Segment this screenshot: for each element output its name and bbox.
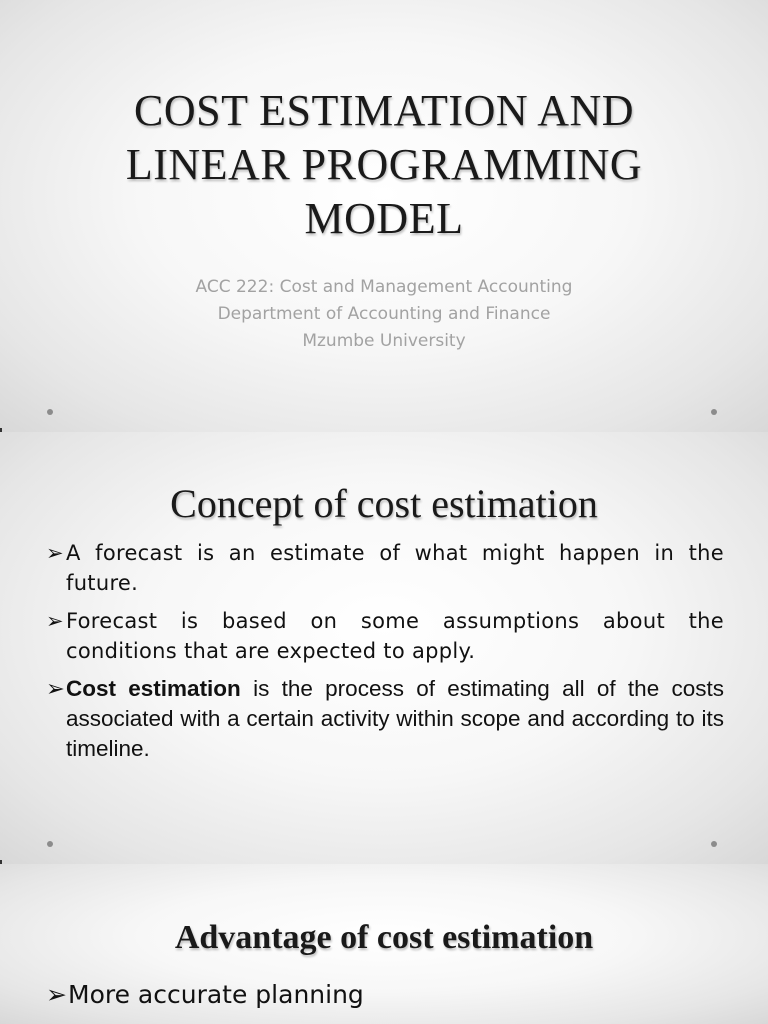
slide-corner-dot bbox=[711, 841, 717, 847]
title-line: COST ESTIMATION AND bbox=[133, 86, 635, 135]
bullet-text: is the process of estimating all of the costs associated with a certain activity within scope and according to its timeline. bbox=[66, 676, 725, 761]
title-line: LINEAR PROGRAMMING bbox=[125, 140, 643, 189]
list-item bbox=[46, 606, 724, 666]
title-slide bbox=[0, 0, 768, 432]
arrow-bullet-icon: ➢ bbox=[46, 676, 65, 702]
slide-heading: Advantage of cost estimation bbox=[174, 919, 594, 956]
bold-term: Cost estimation bbox=[66, 676, 241, 701]
concept-slide bbox=[0, 432, 768, 864]
bullet-text: More accurate planning bbox=[68, 980, 364, 1009]
slide-corner-dot bbox=[47, 409, 53, 415]
slide-subtitle bbox=[40, 274, 728, 355]
title-line: MODEL bbox=[304, 194, 464, 243]
department-name: Department of Accounting and Finance bbox=[217, 304, 551, 324]
slide-corner-dot bbox=[47, 841, 53, 847]
slide-title bbox=[40, 84, 728, 246]
course-name: ACC 222: Cost and Management Accounting bbox=[195, 277, 573, 297]
bullet-list bbox=[46, 538, 724, 764]
university-name: Mzumbe University bbox=[302, 331, 466, 351]
arrow-bullet-icon: ➢ bbox=[46, 609, 64, 633]
list-item bbox=[46, 978, 736, 1012]
list-item bbox=[46, 538, 724, 598]
list-item bbox=[46, 674, 724, 764]
slide-corner-dot bbox=[711, 409, 717, 415]
arrow-bullet-icon: ➢ bbox=[46, 541, 64, 565]
bullet-text: Forecast is based on some assumptions about the conditions that are expected to apply. bbox=[66, 609, 724, 663]
slide-heading: Concept of cost estimation bbox=[170, 481, 598, 526]
bullet-text: A forecast is an estimate of what might happen in the future. bbox=[66, 541, 724, 595]
bullet-list bbox=[46, 978, 736, 1012]
arrow-bullet-icon: ➢ bbox=[46, 980, 67, 1009]
advantage-slide bbox=[0, 864, 768, 1024]
